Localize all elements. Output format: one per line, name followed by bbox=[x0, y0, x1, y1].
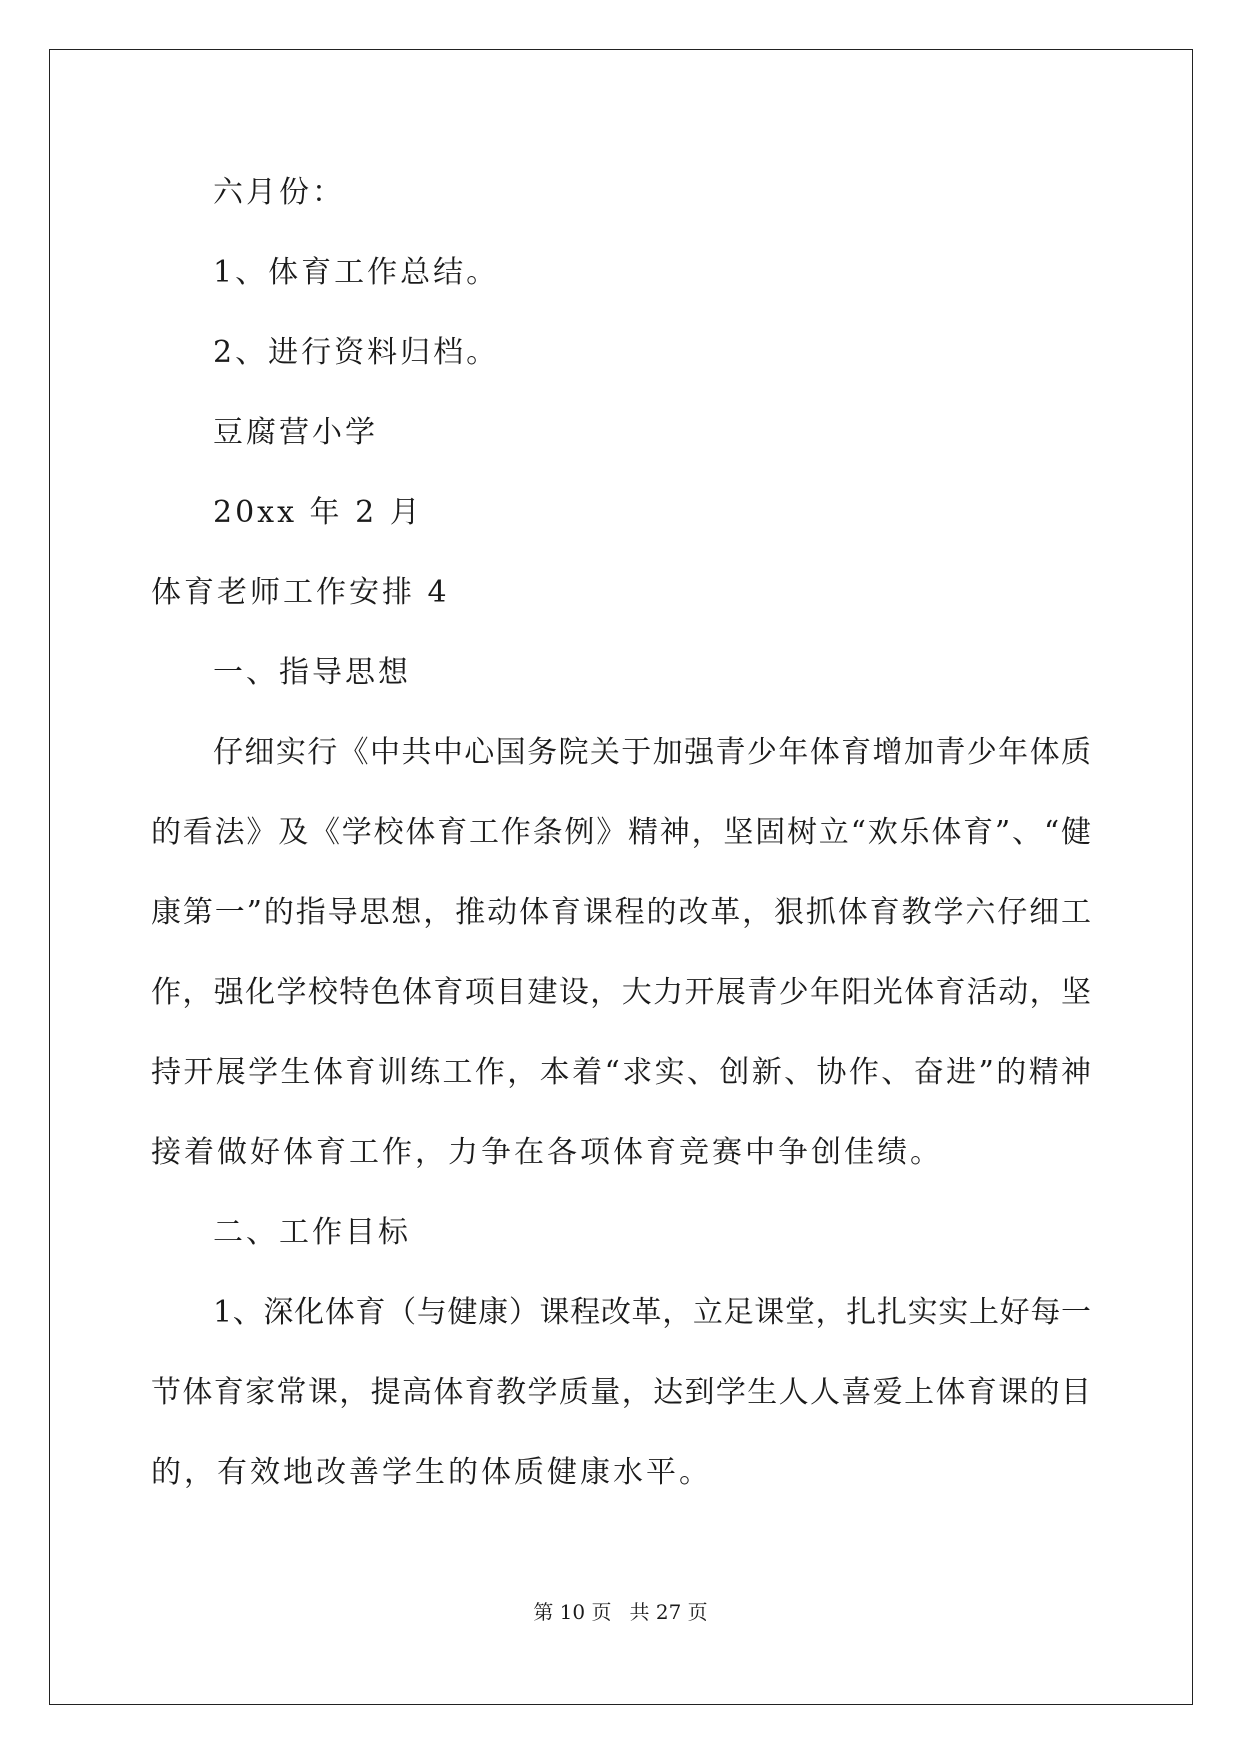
paragraph-line: 的，有效地改善学生的体质健康水平。 bbox=[151, 1455, 712, 1490]
page-footer bbox=[0, 1598, 1241, 1626]
list-item: 2、进行资料归档。 bbox=[213, 335, 500, 370]
page-total: 共 27 页 bbox=[629, 1600, 708, 1624]
page-number: 第 10 页 bbox=[533, 1600, 612, 1624]
paragraph-line: 仔细实行《中共中心国务院关于加强青少年体育增加青少年体质 bbox=[213, 735, 1091, 770]
school-name: 豆腐营小学 bbox=[213, 415, 378, 450]
paragraph-line: 1、深化体育（与健康）课程改革，立足课堂，扎扎实实上好每一 bbox=[213, 1295, 1091, 1330]
paragraph-line: 持开展学生体育训练工作，本着“求实、创新、协作、奋进”的精神 bbox=[151, 1055, 1091, 1090]
paragraph-line: 接着做好体育工作，力争在各项体育竞赛中争创佳绩。 bbox=[151, 1135, 943, 1170]
list-item: 1、体育工作总结。 bbox=[213, 255, 500, 290]
section-heading: 一、指导思想 bbox=[213, 655, 411, 690]
paragraph-line: 作，强化学校特色体育项目建设，大力开展青少年阳光体育活动，坚 bbox=[151, 975, 1091, 1010]
paragraph-line: 节体育家常课，提高体育教学质量，达到学生人人喜爱上体育课的目 bbox=[151, 1375, 1091, 1410]
section-heading: 二、工作目标 bbox=[213, 1215, 411, 1250]
date-line: 20xx 年 2 月 bbox=[213, 495, 423, 530]
paragraph-line: 的看法》及《学校体育工作条例》精神，坚固树立“欢乐体育”、“健 bbox=[151, 815, 1091, 850]
paragraph-line: 康第一”的指导思想，推动体育课程的改革，狠抓体育教学六仔细工 bbox=[151, 895, 1091, 930]
section-title: 体育老师工作安排 4 bbox=[151, 575, 450, 610]
month-heading: 六月份： bbox=[213, 175, 345, 210]
